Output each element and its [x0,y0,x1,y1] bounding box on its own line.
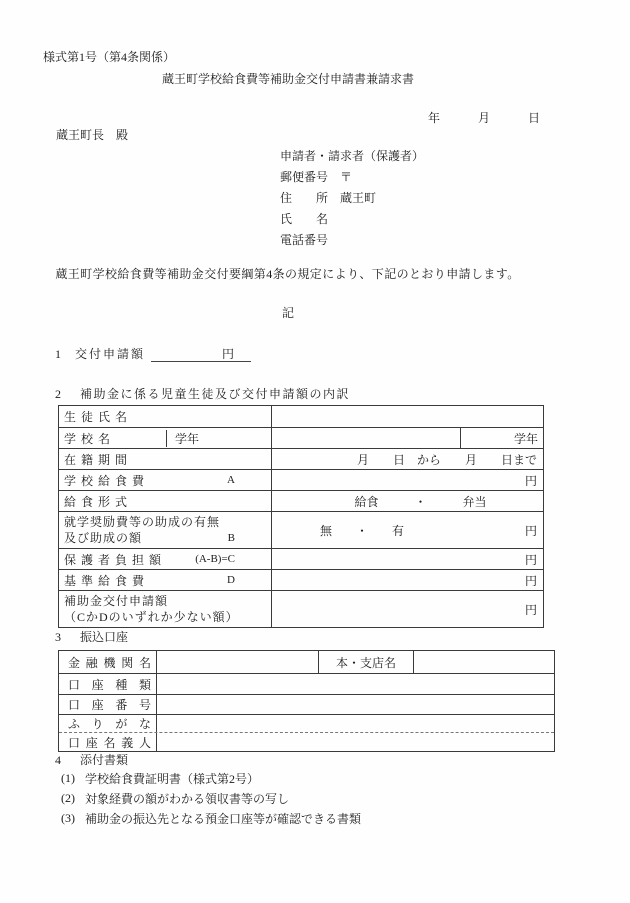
grade-label: 学年 [175,431,200,446]
subsidy-label-line1-wrap [64,514,271,530]
parent-burden-code: (A-B)=C [195,553,235,565]
attachment-3-number: (3) [61,810,75,825]
attachment-item-1 [61,768,361,788]
bank-name-value-cell [156,651,318,673]
school-name-label: 学 校 名 [64,431,111,446]
account-number-label-cell [59,695,156,714]
grade-label-cell [166,430,271,447]
lunch-fee-value-cell [271,470,543,490]
date-day-label: 日 [527,111,540,125]
subsidy-label-line2-wrap [64,530,271,546]
yen-unit: 円 [222,347,235,361]
table-row-parent-burden [59,548,543,569]
subsidy-code: B [227,532,235,544]
name-line: 氏 名 [280,211,329,226]
attachment-2-text: 対象経費の額がわかる領収書等の写し [85,791,290,806]
attachment-1-number: (1) [61,770,75,785]
account-holder-label: 口 座 名 義 人 [68,735,151,750]
subsidy-label-line2: 及び助成の額 [64,531,143,545]
enrollment-label: 在 籍 期 間 [64,452,128,467]
branch-value-cell [413,651,554,673]
section4-heading-line [55,753,128,767]
standard-fee-value-cell [271,570,543,590]
application-amount-value-cell [271,591,543,627]
table-row-student-name [59,406,543,427]
furigana-label-cell [59,715,156,732]
lunch-fee-code: A [227,474,235,486]
ki-marker: 記 [281,306,294,320]
school-name-label-cell [59,430,166,447]
table-row-account-number [59,694,554,714]
bank-account-table [58,650,555,752]
section2-heading: 補助金に係る児童生徒及び交付申請額の内訳 [80,387,351,401]
yen-unit: 円 [524,552,537,567]
attachment-2-number: (2) [61,790,75,805]
form-number: 様式第1号（第4条関係） [43,50,176,64]
attachment-3-text: 補助金の振込先となる預金口座等が確認できる書類 [85,811,362,826]
school-label-cell [59,428,271,448]
table-row-school [59,427,543,448]
parent-burden-label: 保 護 者 負 担 額 [64,552,162,567]
attachment-1-text: 学校給食費証明書（様式第2号） [85,771,260,786]
application-amount-label-cell [59,591,271,627]
table-row-meal-type [59,490,543,511]
table-row-application-amount [59,590,543,627]
document-title: 蔵王町学校給食費等補助金交付申請書兼請求書 [161,72,414,86]
date-month-label: 月 [477,111,490,125]
account-type-value-cell [156,674,554,694]
table-row-enrollment [59,448,543,469]
section3-heading-line [55,630,128,644]
bank-label: 金 融 機 関 名 [68,655,151,670]
postal-code-line: 郵便番号 〒 [280,169,353,184]
account-type-label-cell [59,674,156,694]
standard-fee-label-cell [59,570,271,590]
addressee: 蔵王町長 殿 [56,128,129,142]
application-amount-label-line1-wrap [64,593,271,609]
application-amount-label-line1: 補助金交付申請額 [64,594,169,608]
table-row-furigana [59,714,554,732]
school-value-cell [271,428,543,448]
table-row-standard-fee [59,569,543,590]
section3-number: 3 [55,630,61,644]
section3-heading: 振込口座 [80,630,129,644]
enrollment-label-cell [59,449,271,469]
subsidy-label-cell [59,512,271,548]
meal-type-label-cell [59,491,271,511]
breakdown-table [58,405,544,628]
account-number-label: 口 座 番 号 [68,698,151,712]
parent-burden-label-cell [59,549,271,569]
section1-label: 交付申請額 [75,347,146,361]
lunch-fee-label: 学 校 給 食 費 [64,473,145,488]
subsidy-label-line1: 就学奨励費等の助成の有無 [64,515,221,529]
student-name-value-cell [271,406,543,427]
application-amount-label-line2: （CかDのいずれか少ない額） [64,610,239,624]
phone-line: 電話番号 [280,232,329,247]
applicant-block [280,146,424,250]
grade-value-label: 学年 [513,431,538,446]
yen-unit: 円 [524,473,537,488]
section4-number: 4 [55,753,61,767]
section1-number: 1 [55,347,61,361]
table-row-account-holder [59,732,554,751]
date-line [428,111,540,125]
standard-fee-code: D [227,574,235,586]
yen-unit: 円 [524,573,537,588]
table-row-account-type [59,673,554,694]
student-name-label-cell [59,406,271,427]
subsidy-value-cell [271,512,543,548]
table-row-lunch-fee [59,469,543,490]
meal-type-value-cell [271,491,543,511]
meal-type-options: 給食 ・ 弁当 [354,494,487,509]
section1-line [55,347,251,362]
yen-unit: 円 [524,602,537,617]
account-holder-label-cell [59,733,156,751]
section2-heading-line [55,387,350,401]
section2-number: 2 [55,387,61,401]
standard-fee-label: 基 準 給 食 費 [64,573,145,588]
application-amount-label-line2-wrap [64,609,271,625]
table-row-bank [59,651,554,673]
account-number-value-cell [156,695,554,714]
yen-unit: 円 [524,523,537,538]
address-line: 住 所 蔵王町 [280,190,377,205]
branch-label-cell [318,651,413,673]
grade-value-cell [460,428,543,448]
applicant-heading: 申請者・請求者（保護者） [280,149,425,163]
furigana-value-cell [156,715,554,732]
school-name-value-cell [272,428,460,448]
meal-type-label: 給 食 形 式 [64,494,128,509]
intro-paragraph: 蔵王町学校給食費等補助金交付要綱第4条の規定により、下記のとおり申請します。 [43,267,520,281]
section4-heading: 添付書類 [80,753,129,767]
furigana-label: ふ り が な [68,717,151,731]
attachment-item-2 [61,788,361,808]
account-holder-value-cell [156,733,554,751]
attachment-item-3 [61,808,361,828]
bank-label-cell [59,651,156,673]
date-year-label: 年 [428,111,441,125]
table-row-subsidy [59,511,543,548]
amount-blank-field [151,347,251,362]
student-name-label: 生 徒 氏 名 [64,410,128,424]
parent-burden-value-cell [271,549,543,569]
enrollment-value-cell [271,449,543,469]
attachments-list [61,768,361,828]
subsidy-yes-no-options: 無 ・ 有 [320,523,405,538]
account-type-label: 口 座 種 類 [68,677,151,692]
enrollment-period-text: 月 日 から 月 日まで [356,452,537,467]
lunch-fee-label-cell [59,470,271,490]
branch-label: 本・支店名 [335,655,396,670]
